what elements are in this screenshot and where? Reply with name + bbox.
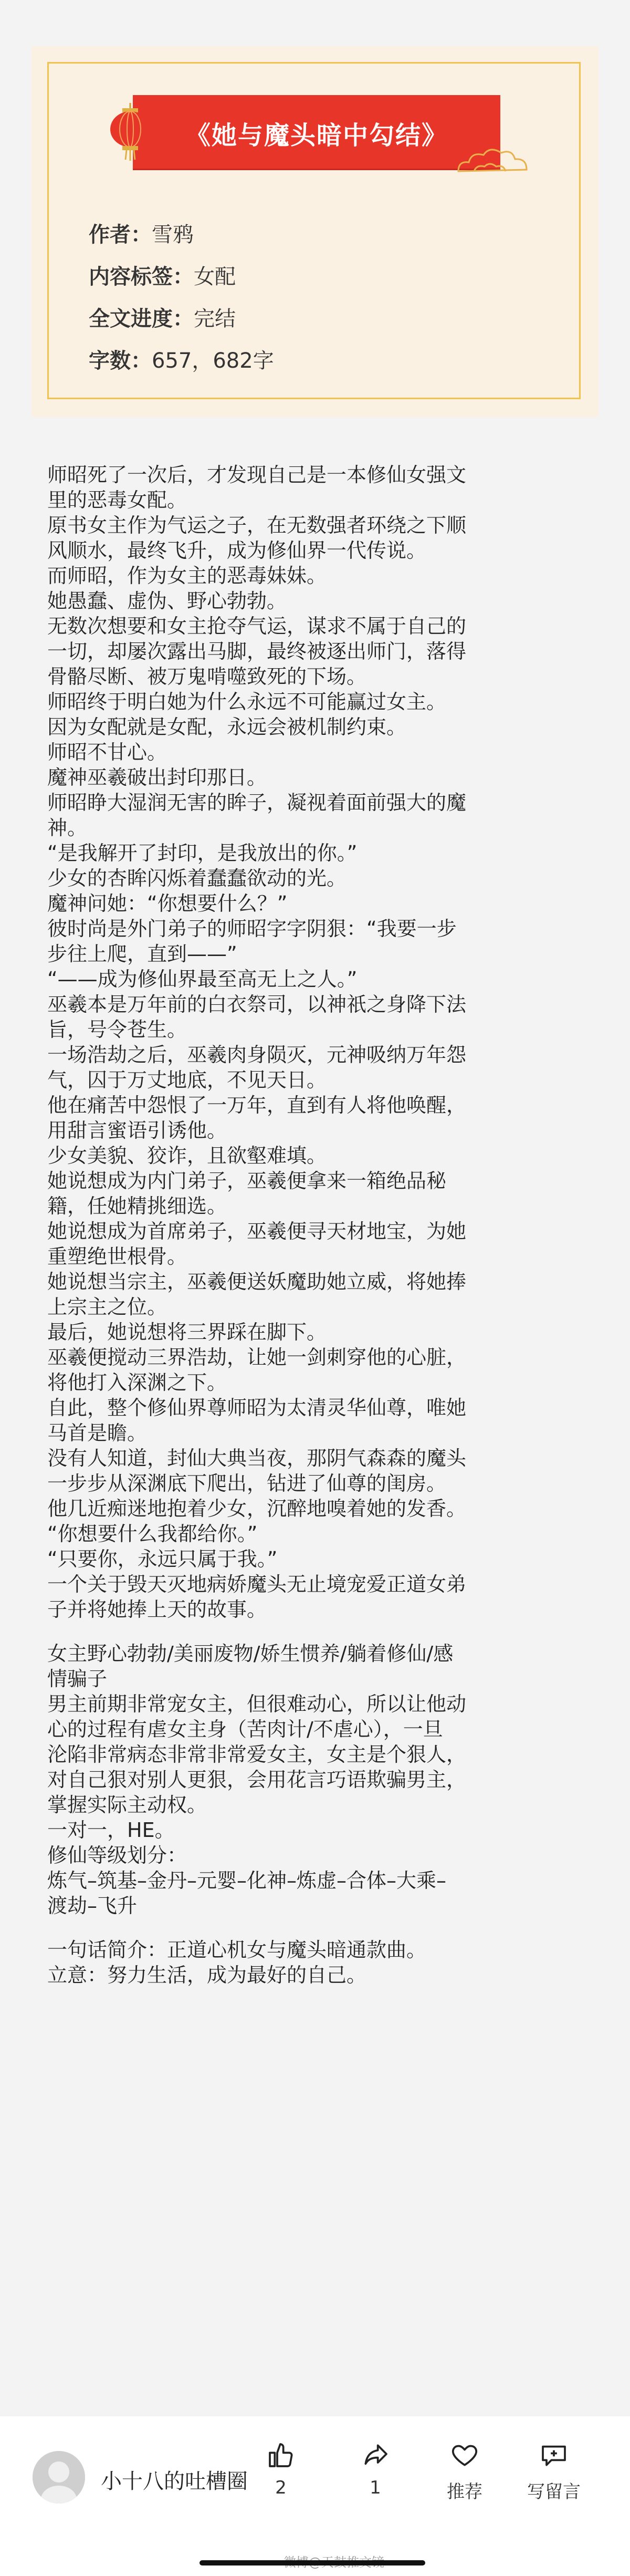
- tagline-block: [47, 1937, 583, 1988]
- story-line: 步往上爬，直到——”: [47, 942, 237, 965]
- story-line: 籍，任她精挑细选。: [47, 1194, 227, 1218]
- book-info-card-border: [47, 62, 581, 399]
- avatar-image-icon: [33, 2451, 85, 2504]
- story-line: 一场浩劫之后，巫羲肉身陨灭，元神吸纳万年怨: [47, 1043, 467, 1066]
- story-line: 无数次想要和女主抢夺气运，谋求不属于自己的: [47, 615, 467, 638]
- title-banner: [133, 95, 500, 169]
- share-arrow-icon: [361, 2440, 390, 2470]
- story-line: 心的过程有虐女主身（苦肉计/不虐心），一旦: [47, 1718, 443, 1741]
- story-line: 将他打入深渊之下。: [47, 1371, 227, 1394]
- word-count-label: 字数：: [89, 349, 152, 373]
- author-value: 雪鸦: [152, 223, 194, 247]
- cloud-ornament-icon: [453, 142, 532, 179]
- story-line: “——成为修仙界最至高无上之人。”: [47, 968, 358, 991]
- author-label: 作者：: [89, 223, 152, 247]
- like-button[interactable]: [242, 2440, 320, 2498]
- story-line: 一句话简介：正道心机女与魔头暗通款曲。: [47, 1938, 427, 1961]
- story-line: 用甜言蜜语引诱他。: [47, 1119, 227, 1142]
- tag-label: 内容标签：: [89, 265, 194, 289]
- story-line: 子并将她捧上天的故事。: [47, 1598, 267, 1621]
- story-line: 她说想成为首席弟子，巫羲便寻天材地宝，为她: [47, 1220, 467, 1243]
- story-line: 彼时尚是外门弟子的师昭字字阴狠：“我要一步: [47, 917, 457, 940]
- thumbs-up-icon: [266, 2440, 296, 2470]
- comment-button[interactable]: [514, 2440, 593, 2503]
- author-row: [89, 216, 274, 258]
- story-line: 没有人知道，封仙大典当夜，那阴气森森的魔头: [47, 1447, 467, 1470]
- story-line: 而师昭，作为女主的恶毒妹妹。: [47, 564, 327, 587]
- story-line: 气，囚于万丈地底，不见天日。: [47, 1068, 327, 1092]
- tag-row: [89, 258, 274, 300]
- story-line: 师昭终于明白她为什么永远不可能赢过女主。: [47, 690, 447, 713]
- story-line: 旨，号令苍生。: [47, 1018, 187, 1041]
- article-action-bar: [0, 2416, 630, 2576]
- story-line: 原书女主作为气运之子，在无数强者环绕之下顺: [47, 514, 467, 537]
- story-line: 自此，整个修仙界尊师昭为太清灵华仙尊，唯她: [47, 1396, 467, 1419]
- story-line: 她说想当宗主，巫羲便送妖魔助她立威，将她捧: [47, 1270, 467, 1293]
- story-line: 他几近痴迷地抱着少女，沉醉地嗅着她的发香。: [47, 1497, 467, 1520]
- story-line: 她说想成为内门弟子，巫羲便拿来一箱绝品秘: [47, 1169, 447, 1192]
- story-line: 情骗子: [47, 1667, 108, 1690]
- synopsis-block: [47, 462, 583, 1622]
- story-line: 少女的杏眸闪烁着蠢蠢欲动的光。: [47, 867, 347, 890]
- story-line: 一个关于毁天灭地病娇魔头无止境宠爱正道女弟: [47, 1573, 467, 1596]
- word-count-value: 657，682字: [152, 349, 274, 373]
- story-line: 里的恶毒女配。: [47, 489, 187, 512]
- story-line: 风顺水，最终飞升，成为修仙界一代传说。: [47, 539, 427, 562]
- story-line: 骨骼尽断、被万鬼啃噬致死的下场。: [47, 665, 367, 688]
- story-line: “只要你，永远只属于我。”: [47, 1547, 278, 1571]
- story-line: 对自己狠对别人更狠，会用花言巧语欺骗男主，: [47, 1768, 467, 1791]
- progress-value: 完结: [194, 307, 236, 331]
- word-count-row: [89, 342, 274, 384]
- book-title: 《她与魔头暗中勾结》: [185, 121, 448, 150]
- story-line: 沦陷非常病态非常非常爱女主，女主是个狠人，: [47, 1743, 467, 1766]
- story-line: 师昭不甘心。: [47, 741, 167, 764]
- story-summary: [47, 462, 583, 2395]
- story-line: 男主前期非常宠女主，但很难动心，所以让他动: [47, 1692, 467, 1716]
- book-info-card: [32, 46, 598, 417]
- story-line: 神。: [47, 816, 88, 839]
- story-line: 渡劫–飞升: [47, 1894, 138, 1917]
- tag-value: 女配: [194, 265, 236, 289]
- story-line: “你想要什么我都给你。”: [47, 1522, 258, 1545]
- notes-block: [47, 1641, 583, 1918]
- story-line: 炼气–筑基–金丹–元婴–化神–炼虚–合体–大乘–: [47, 1869, 447, 1892]
- story-line: 魔神巫羲破出封印那日。: [47, 766, 267, 789]
- story-line: 上宗主之位。: [47, 1295, 167, 1318]
- story-line: 她愚蠢、虚伪、野心勃勃。: [47, 589, 287, 612]
- comment-plus-icon: [539, 2440, 569, 2470]
- recommend-label: 推荐: [447, 2481, 482, 2502]
- progress-label: 全文进度：: [89, 307, 194, 331]
- story-line: 重塑绝世根骨。: [47, 1245, 187, 1268]
- story-line: 修仙等级划分：: [47, 1844, 187, 1867]
- story-line: 一对一，HE。: [47, 1819, 175, 1842]
- like-count: 2: [275, 2477, 287, 2498]
- share-count: 1: [370, 2477, 381, 2498]
- story-line: 掌握实际主动权。: [47, 1793, 207, 1816]
- story-line: 一步步从深渊底下爬出，钻进了仙尊的闺房。: [47, 1472, 447, 1495]
- story-line: 马首是瞻。: [47, 1421, 148, 1445]
- story-line: 少女美貌、狡诈，且欲壑难填。: [47, 1144, 327, 1167]
- story-line: 巫羲便搅动三界浩劫，让她一剑刺穿他的心脏，: [47, 1346, 467, 1369]
- story-line: 巫羲本是万年前的白衣祭司，以神祇之身降下法: [47, 993, 467, 1016]
- share-button[interactable]: [336, 2440, 415, 2498]
- story-line: “是我解开了封印，是我放出的你。”: [47, 842, 358, 865]
- story-line: 立意：努力生活，成为最好的自己。: [47, 1964, 367, 1987]
- story-line: 因为女配就是女配，永远会被机制约束。: [47, 715, 407, 739]
- lantern-icon: [108, 103, 153, 161]
- story-line: 他在痛苦中怨恨了一万年，直到有人将他唤醒，: [47, 1094, 467, 1117]
- recommend-button[interactable]: [425, 2440, 504, 2503]
- story-line: 最后，她说想将三界踩在脚下。: [47, 1321, 327, 1344]
- heart-icon: [450, 2440, 479, 2470]
- account-name[interactable]: 小十八的吐槽圈: [101, 2469, 248, 2494]
- story-line: 师昭睁大湿润无害的眸子，凝视着面前强大的魔: [47, 791, 467, 814]
- book-info-list: [89, 216, 274, 384]
- story-line: 女主野心勃勃/美丽废物/娇生惯养/躺着修仙/感: [47, 1642, 454, 1665]
- comment-label: 写留言: [527, 2481, 581, 2502]
- avatar[interactable]: [33, 2451, 85, 2504]
- home-indicator[interactable]: [200, 2560, 425, 2565]
- progress-row: [89, 300, 274, 342]
- story-line: 师昭死了一次后，才发现自己是一本修仙女强文: [47, 463, 467, 486]
- story-line: 魔神问她：“你想要什么？”: [47, 892, 288, 915]
- story-line: 一切，却屡次露出马脚，最终被逐出师门，落得: [47, 640, 467, 663]
